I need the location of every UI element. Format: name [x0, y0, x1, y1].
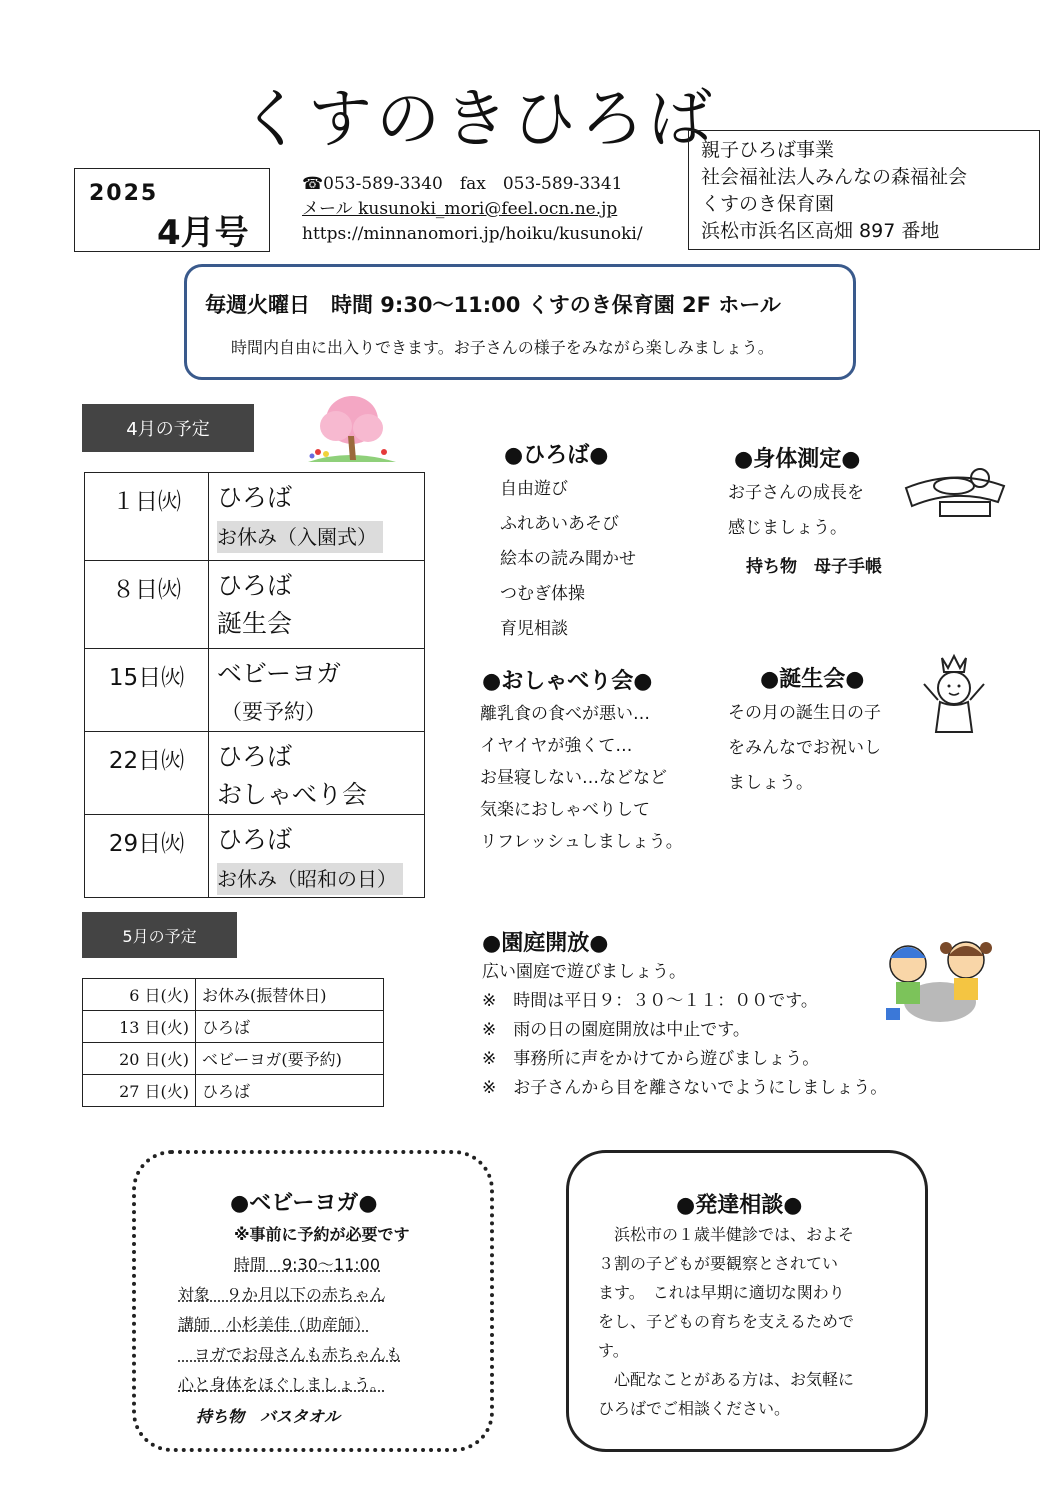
development-line: ます。 これは早期に適切な関わり: [598, 1283, 845, 1302]
schedule-note: お休み（入園式）: [217, 521, 383, 553]
garden-line: ※ お子さんから目を離さないでようにしましょう。: [482, 1078, 888, 1098]
schedule-date: ８日㈫: [85, 561, 209, 649]
garden-title: ●園庭開放●: [482, 931, 609, 956]
table-row: [85, 649, 425, 732]
birthday-line: をみんなでお祝いし: [728, 738, 881, 758]
schedule-event: お休み(振替休日): [196, 979, 384, 1011]
org-line: くすのき保育園: [701, 193, 835, 215]
development-line: 心配なことがある方は、お気軽に: [598, 1370, 855, 1389]
garden-line: ※ 時間は平日９：３０～１１：００です。: [482, 991, 818, 1011]
baby-scale-icon: [900, 458, 1010, 520]
talk-text: [480, 698, 683, 858]
children-sandpit-icon: [878, 928, 996, 1024]
issue-year: 2025: [89, 181, 159, 206]
schedule-event: ひろば: [217, 483, 293, 512]
table-row: [85, 815, 425, 898]
weekly-main-text: 毎週火曜日 時間 9:30～11:00 くすのき保育園 2F ホール: [205, 293, 781, 317]
schedule-entry: [209, 561, 425, 649]
garden-line: 広い園庭で遊びましょう。: [482, 962, 686, 982]
table-row: [83, 1075, 384, 1107]
schedule-event: ひろば: [217, 571, 293, 600]
issue-month: 4月号: [157, 213, 249, 253]
may-schedule-tag: 5月の予定: [82, 912, 237, 958]
schedule-note: おしゃべり会: [217, 780, 368, 809]
weekly-sub-text: 時間内自由に出入りできます。お子さんの様子をみながら楽しみましょう。: [231, 338, 774, 357]
birthday-line: ましょう。: [728, 773, 813, 793]
yoga-teacher: 講師 小杉美佳（助産師）: [178, 1315, 371, 1334]
schedule-note: お休み（昭和の日）: [217, 863, 403, 895]
development-text: [598, 1220, 854, 1423]
yoga-desc: 心と身体をほぐしましょう。: [178, 1375, 387, 1394]
schedule-event: ベビーヨガ: [217, 659, 342, 688]
schedule-event: ベビーヨガ(要予約): [196, 1043, 384, 1075]
measure-line: 感じましょう。: [728, 518, 847, 538]
garden-line: ※ 雨の日の園庭開放は中止です。: [482, 1020, 750, 1040]
yoga-target: 対象 ９か月以下の赤ちゃん: [178, 1285, 387, 1304]
birthday-text: [728, 696, 881, 801]
table-row: [83, 1043, 384, 1075]
development-line: 浜松市の１歳半健診では、およそ: [598, 1225, 855, 1244]
contact-url[interactable]: https://minnanomori.jp/hoiku/kusunoki/: [302, 224, 643, 244]
talk-line: リフレッシュしましょう。: [480, 832, 683, 852]
issue-box: [74, 168, 270, 252]
org-line: 社会福祉法人みんなの森福祉会: [701, 166, 968, 188]
development-line: をし、子どもの育ちを支えるためで: [598, 1312, 855, 1331]
schedule-note: 誕生会: [217, 609, 293, 638]
schedule-date: 27 日(火): [83, 1075, 196, 1107]
talk-line: イヤイヤが強くて…: [480, 736, 633, 756]
schedule-entry: [209, 732, 425, 815]
list-item: 自由遊び: [500, 479, 568, 499]
birthday-title: ●誕生会●: [760, 667, 865, 692]
list-item: つむぎ体操: [500, 584, 585, 604]
org-line: 親子ひろば事業: [701, 139, 835, 161]
measure-title: ●身体測定●: [734, 447, 861, 472]
schedule-entry: [209, 649, 425, 732]
schedule-note: （要予約）: [221, 700, 326, 724]
talk-line: お昼寝しない…などなど: [480, 768, 667, 788]
hiroba-title: ●ひろば●: [504, 443, 609, 468]
schedule-event: ひろば: [196, 1075, 384, 1107]
weekly-schedule-box: [184, 264, 856, 380]
schedule-date: 6 日(火): [83, 979, 196, 1011]
org-line: 浜松市浜名区高畑 897 番地: [701, 220, 940, 242]
development-line: す。: [598, 1341, 629, 1360]
table-row: [85, 732, 425, 815]
measure-bring: 持ち物 母子手帳: [746, 557, 882, 577]
april-schedule-table: [84, 472, 425, 898]
schedule-event: ひろば: [196, 1011, 384, 1043]
schedule-date: 20 日(火): [83, 1043, 196, 1075]
april-schedule-tag: 4月の予定: [82, 404, 254, 452]
yoga-time: 時間 9:30～11:00: [234, 1255, 381, 1274]
yoga-title: ●ベビーヨガ●: [230, 1191, 378, 1216]
development-line: ３割の子どもが要観察とされてい: [598, 1254, 839, 1273]
development-line: ひろばでご相談ください。: [598, 1399, 791, 1418]
yoga-bring: 持ち物 バスタオル: [196, 1407, 341, 1426]
hiroba-list: [500, 472, 636, 647]
schedule-event: ひろば: [217, 825, 293, 854]
schedule-event: ひろば: [217, 742, 293, 771]
schedule-entry: [209, 473, 425, 561]
talk-line: 離乳食の食べが悪い…: [480, 704, 650, 724]
development-title: ●発達相談●: [676, 1193, 803, 1218]
table-row: [83, 1011, 384, 1043]
schedule-date: 15日㈫: [85, 649, 209, 732]
garden-text: [482, 958, 887, 1103]
list-item: 育児相談: [500, 619, 568, 639]
cherry-tree-icon: [296, 390, 402, 470]
garden-line: ※ 事務所に声をかけてから遊びましょう。: [482, 1049, 820, 1069]
talk-line: 気楽におしゃべりして: [480, 800, 650, 820]
newsletter-title: くすのきひろば: [240, 83, 716, 157]
table-row: [85, 561, 425, 649]
schedule-date: 22日㈫: [85, 732, 209, 815]
schedule-entry: [209, 815, 425, 898]
baby-crown-icon: [918, 650, 990, 740]
table-row: [85, 473, 425, 561]
schedule-date: 13 日(火): [83, 1011, 196, 1043]
yoga-reserve: ※事前に予約が必要です: [234, 1225, 410, 1244]
schedule-date: １日㈫: [85, 473, 209, 561]
schedule-date: 29日㈫: [85, 815, 209, 898]
table-row: [83, 979, 384, 1011]
talk-title: ●おしゃべり会●: [482, 669, 653, 694]
list-item: ふれあいあそび: [500, 514, 619, 534]
birthday-line: その月の誕生日の子: [728, 703, 881, 723]
may-schedule-table: [82, 978, 384, 1107]
list-item: 絵本の読み聞かせ: [500, 549, 636, 569]
measure-text: [728, 476, 864, 546]
measure-line: お子さんの成長を: [728, 483, 864, 503]
yoga-desc: ヨガでお母さんも赤ちゃんも: [178, 1345, 403, 1364]
contact-phone: ☎053-589-3340 fax 053-589-3341: [302, 174, 623, 194]
contact-info: [302, 172, 643, 247]
contact-email[interactable]: メール kusunoki_mori@feel.ocn.ne.jp: [302, 199, 618, 219]
organization-box: [688, 130, 1040, 250]
